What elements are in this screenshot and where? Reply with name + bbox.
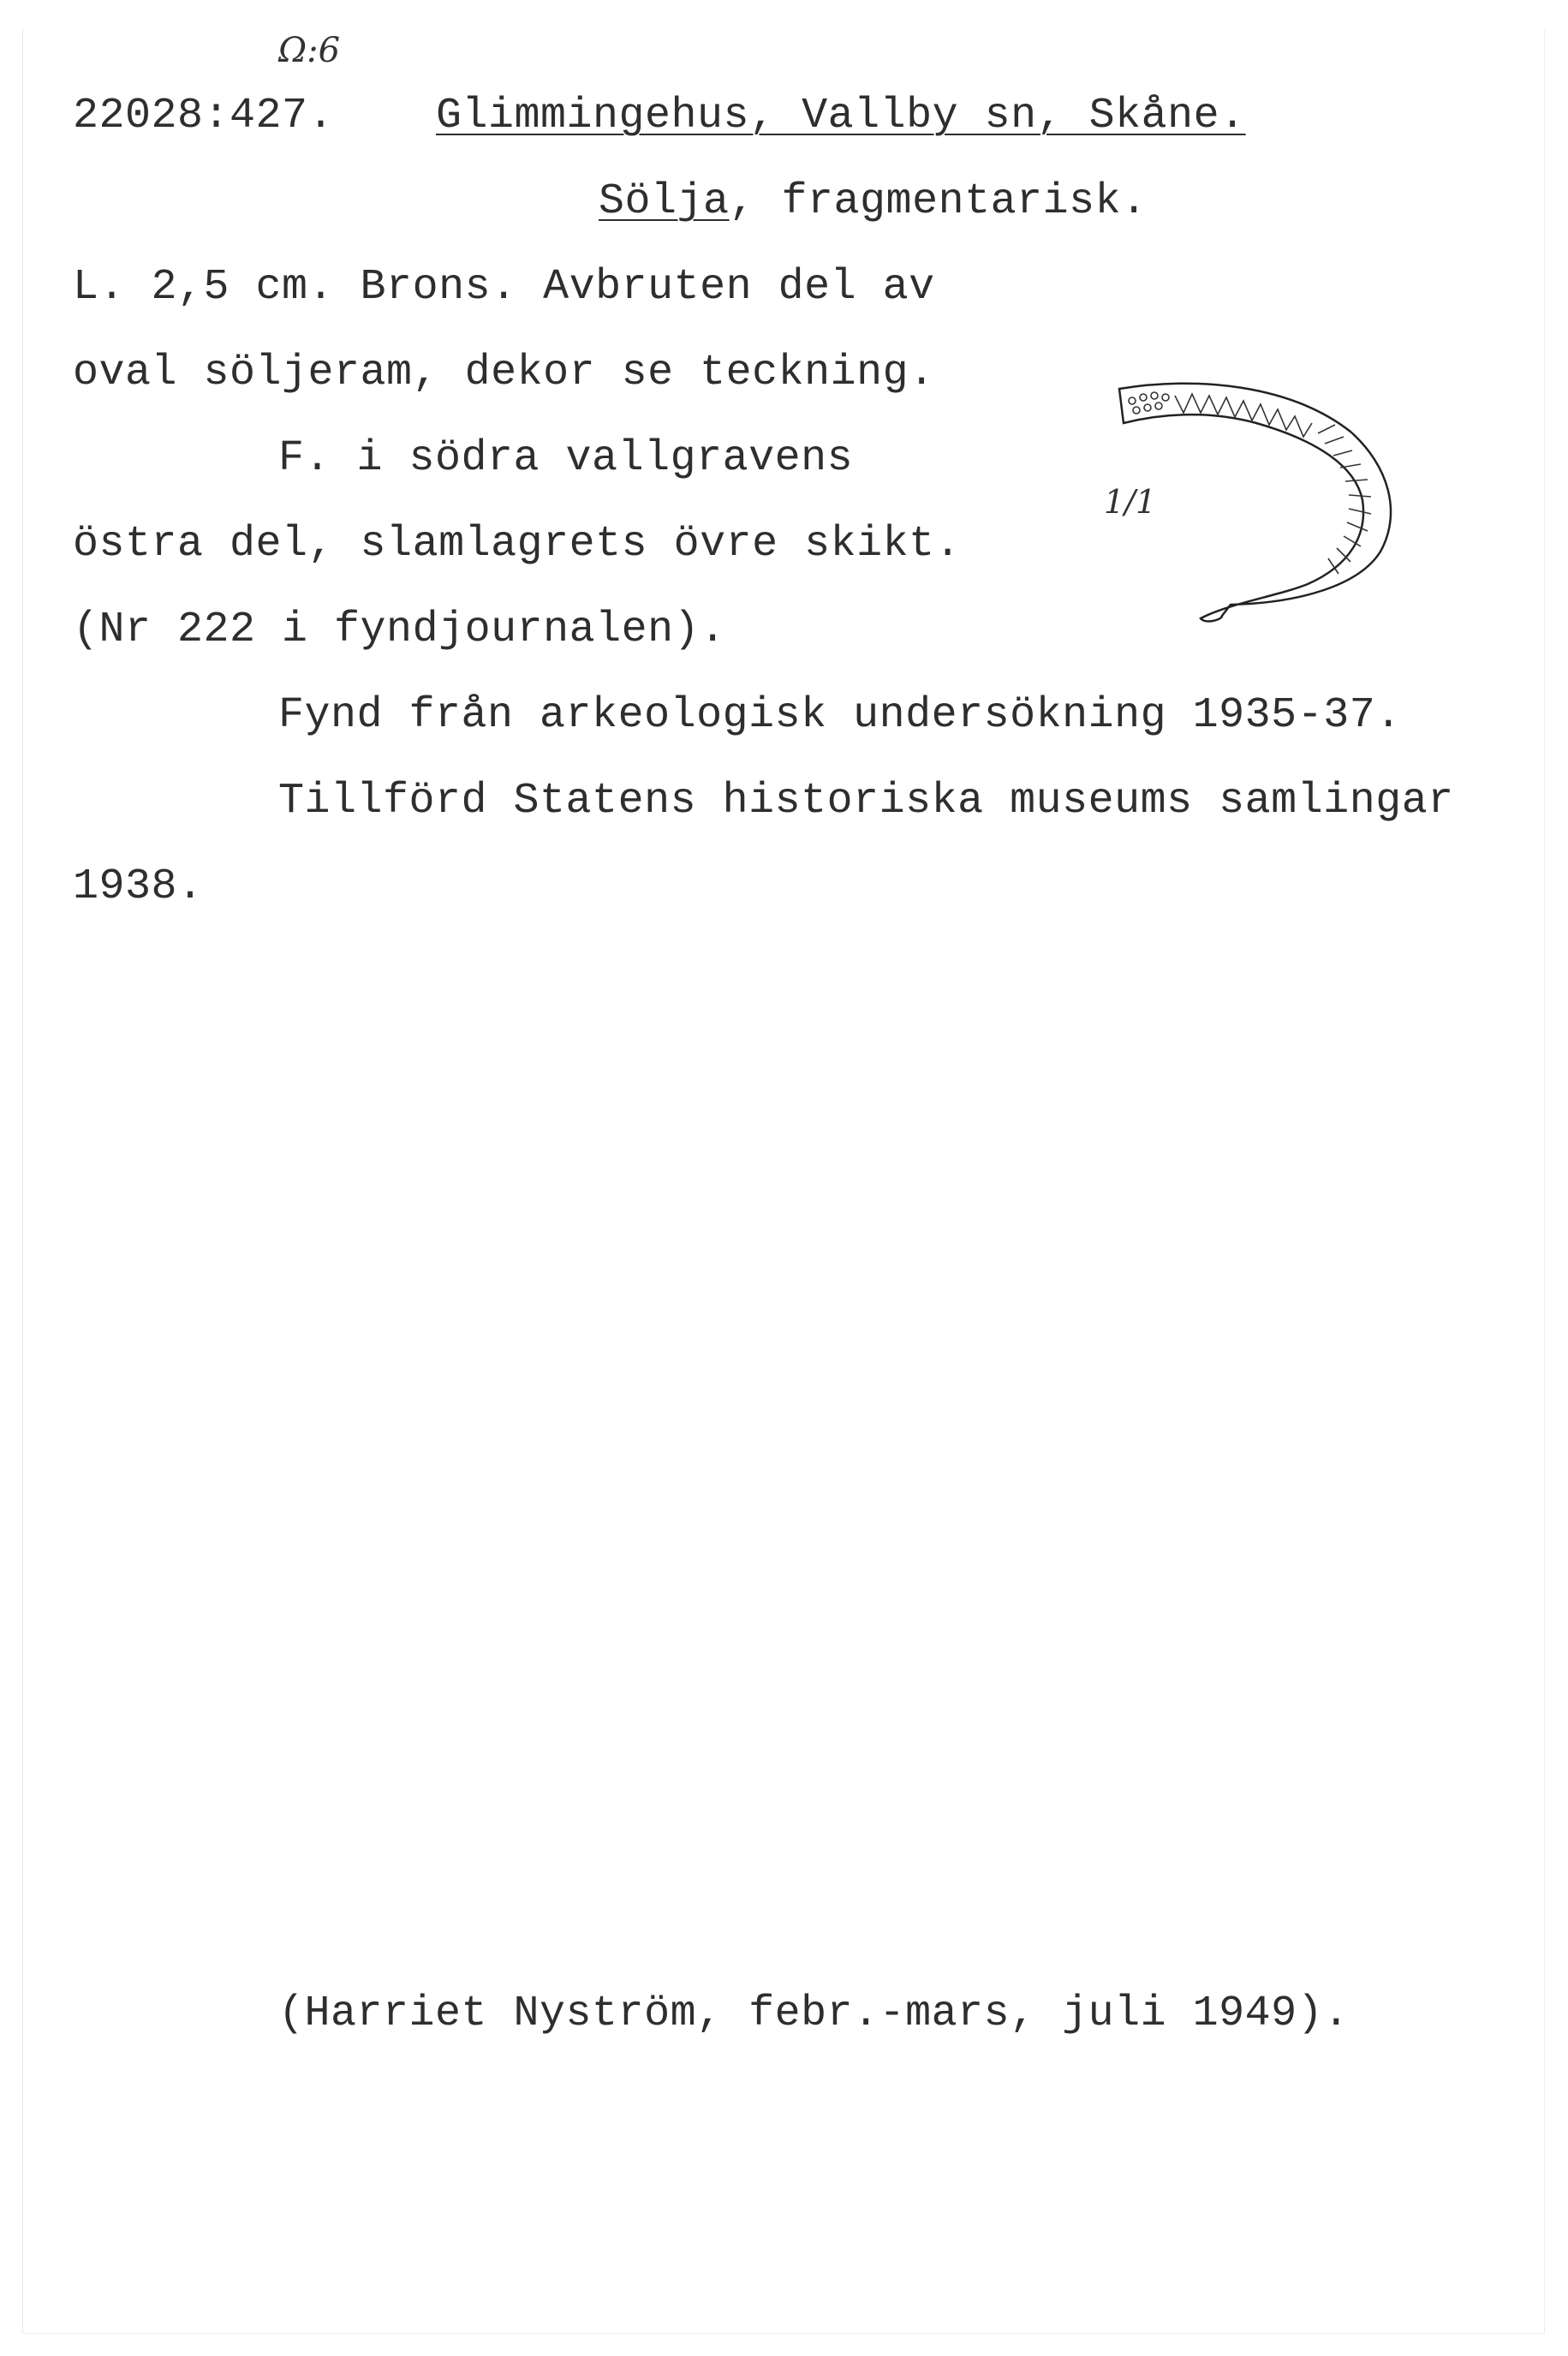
journal-reference: (Nr 222 i fyndjournalen). (73, 605, 726, 654)
description-line-2: oval söljeram, dekor se teckning. (73, 349, 935, 397)
locality: Glimmingehus, Vallby sn, Skåne. (436, 92, 1246, 140)
find-location-line-2: östra del, slamlagrets övre skikt. (73, 520, 962, 569)
object-word: Sölja (599, 177, 730, 226)
catalog-number: 22028:427. (73, 92, 335, 140)
acquisition-year: 1938. (73, 862, 204, 911)
object-description: , fragmentarisk. (729, 177, 1148, 226)
brooch-fragment-drawing (1094, 372, 1419, 629)
object-title (599, 176, 1148, 228)
find-location-line-1: F. i södra vallgravens (278, 434, 854, 483)
handwritten-code: Ω:6 (278, 31, 341, 70)
description-line-1: L. 2,5 cm. Brons. Avbruten del av (73, 263, 935, 312)
excavation-note: Fynd från arkeologisk undersökning 1935-37. (278, 691, 1402, 740)
scale-note: 1/1 (1104, 483, 1157, 521)
signature-line: (Harriet Nyström, febr.-mars, juli 1949). (278, 1989, 1350, 2038)
catalog-card (22, 29, 1545, 2334)
acquisition-note: Tillförd Statens historiska museums samlingar (278, 777, 1454, 826)
